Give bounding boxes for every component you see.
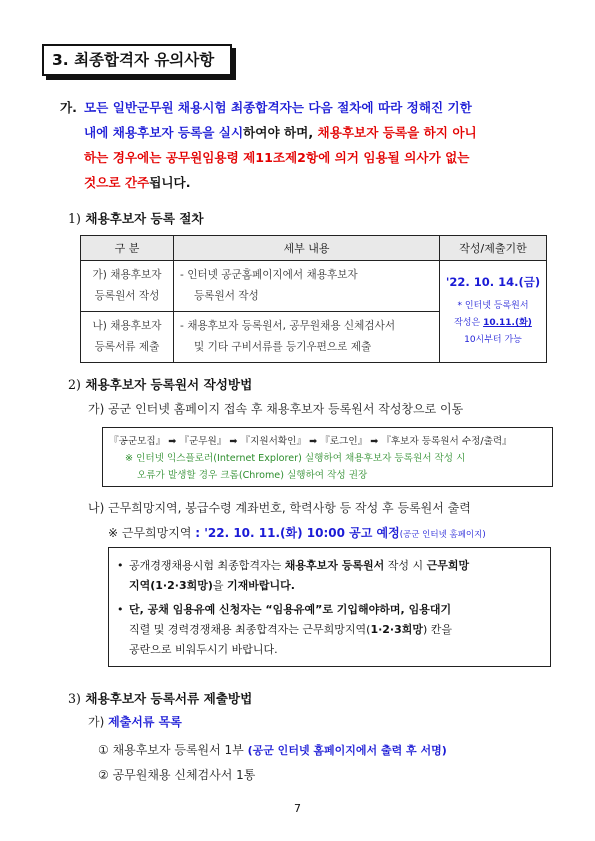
para-ga-line2: 내에 채용후보자 등록을 실시하여야 하며, 채용후보자 등록을 하지 아니 (84, 125, 477, 140)
deadline-date: '22. 10. 14.(금) (445, 275, 541, 289)
para-ga-line1: 모든 일반군무원 채용시험 최종합격자는 다음 절차에 따라 정해진 기한 (84, 100, 472, 115)
document-item-1: ① 채용후보자 등록원서 1부 (공군 인터넷 홈페이지에서 출력 후 서명) (98, 743, 447, 757)
deadline-note: * 인터넷 등록원서 작성은 10.11.(화) 10시부터 가능 (454, 301, 532, 345)
navigation-path-box (102, 427, 553, 487)
document-item-2: ② 공무원채용 신체검사서 1통 (98, 768, 256, 782)
browser-note-line2: 오류가 발생할 경우 크롬(Chrome) 실행하여 작성 권장 (137, 470, 368, 481)
browser-note-line1: ※ 인터넷 익스플로러(Internet Explorer) 실행하여 채용후보자 등록원서 작성 시 (125, 453, 466, 464)
row-detail: - 채용후보자 등록원서, 공무원채용 신체검사서 및 기타 구비서류를 등기우편으로 제출 (174, 312, 440, 363)
section-title: 3. 최종합격자 유의사항 (42, 44, 232, 76)
section-3-heading: 3) 채용후보자 등록서류 제출방법 (68, 691, 253, 706)
row-label: 나) 채용후보자 등록서류 제출 (81, 312, 174, 363)
section-1-heading: 1) 채용후보자 등록 절차 (68, 211, 204, 226)
section-2-step-na: 나) 근무희망지역, 봉급수령 계좌번호, 학력사항 등 작성 후 등록원서 출력 (88, 501, 471, 515)
table-header-row (81, 236, 547, 261)
row-detail: - 인터넷 공군홈페이지에서 채용후보자 등록원서 작성 (174, 261, 440, 312)
para-ga-line4: 것으로 간주됩니다. (84, 175, 191, 190)
info-box (108, 547, 551, 667)
work-region-notice: ※ 근무희망지역 : '22. 10. 11.(화) 10:00 공고 예정(공군 인터넷 홈페이지) (108, 526, 486, 540)
info-item: • 공개경쟁채용시험 최종합격자는 채용후보자 등록원서 작성 시 근무희망 지역(1·2·3희망)을 기재바랍니다. (117, 559, 470, 592)
section-3-step-ga: 가) 제출서류 목록 (88, 715, 182, 729)
page-number: 7 (294, 802, 301, 815)
table-header: 작성/제출기한 (440, 236, 547, 261)
para-ga-lead: 가. (60, 100, 77, 115)
table-header: 구 분 (81, 236, 174, 261)
procedure-table (80, 235, 547, 363)
navigation-path: 『공군모집』 ➡ 『군무원』 ➡ 『지원서확인』 ➡ 『로그인』 ➡ 『후보자 등록원서 수정/출력』 (109, 436, 512, 447)
row-label: 가) 채용후보자 등록원서 작성 (81, 261, 174, 312)
deadline-cell (440, 261, 547, 363)
section-2-step-ga: 가) 공군 인터넷 홈페이지 접속 후 채용후보자 등록원서 작성창으로 이동 (88, 402, 464, 416)
table-row (81, 261, 547, 312)
section-2-heading: 2) 채용후보자 등록원서 작성방법 (68, 377, 253, 392)
para-ga-line3: 하는 경우에는 공무원임용령 제11조제2항에 의거 임용될 의사가 없는 (84, 150, 470, 165)
table-header: 세부 내용 (174, 236, 440, 261)
para-ga (60, 95, 570, 195)
info-item: • 단, 공채 임용유예 신청자는 “임용유예”로 기입해야하며, 임용대기 직렬 및 경력경쟁채용 최종합격자는 근무희망지역(1·2·3희망) 칸을 공란으로 비워두시기 바랍니다. (117, 603, 453, 656)
